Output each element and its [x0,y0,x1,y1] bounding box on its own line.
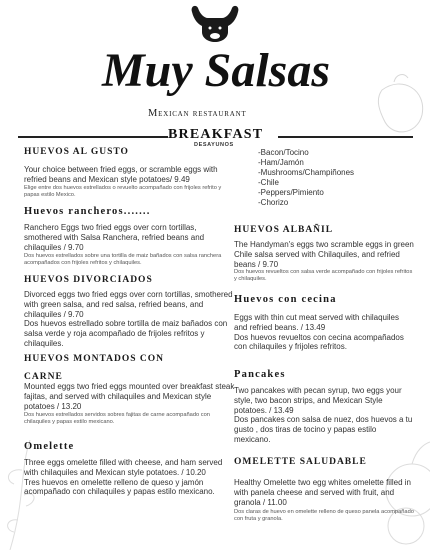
svg-text:Muy Salsas: Muy Salsas [101,44,331,96]
item-huevos-albanil [234,225,414,235]
item-description: Two pancakes with pecan syrup, two eggs your style, two bacon strips, and Mexican Style potatoes. / 13.49 [234,386,402,415]
item-description: Ranchero Eggs two fried eggs over corn tortillas, smothered with Salsa Ranchera, refried beans and chilaquiles / 9.70 [24,223,205,252]
item-huevos-cecina [234,294,414,305]
item-omelette-saludable-body [234,478,414,523]
ingredient-item: -Chile [258,178,279,187]
item-title: OMELETTE SALUDABLE [234,457,367,467]
item-description: Mounted eggs two fried eggs mounted over breakfast steak fajitas, and served with chilaquiles and Mexican style potatoes / 13.20 [24,382,235,411]
item-huevos-divorciados-body [24,290,236,349]
item-huevos-al-gusto [24,147,236,157]
item-huevos-albanil-body [234,240,414,283]
item-description: Divorced eggs two fried eggs over corn tortillas, smothered with green salsa, and red salsa, refried beans, and chilaquiles / 9.70 [24,290,233,319]
item-title: HUEVOS AL GUSTO [24,147,129,157]
item-spanish: Dos huevos estrellado sobre tortilla de maiz bañados con salsa verde y roja acompañado de frijoles refritos y chilaquiles. [24,319,228,348]
item-huevos-rancheros-body [24,223,236,267]
item-spanish: Dos huevos revueltos con cecina acompañados con chilaquiles y frijoles refritos. [234,332,404,352]
item-spanish: Dos huevos estrellados sobre una tortilla de maiz bañados con salsa ranchera acompañados con frijoles refritos y chilaquiles. [24,253,222,267]
item-title: Huevos con cecina [234,294,337,305]
item-huevos-rancheros [24,206,234,217]
ingredient-list [258,148,418,208]
menu-section-subtitle: DESAYUNOS [194,142,234,148]
item-description: The Handyman's eggs two scramble eggs in green Chile salsa served with Chilaquiles, and refried beans / 9.70 [234,240,414,269]
divider-right [278,136,413,138]
item-huevos-divorciados [24,275,236,285]
item-title: HUEVOS DIVORCIADOS [24,275,153,285]
item-spanish: Elige entre dos huevos estrellados o revuelto acompañado con frijoles refrito y papas estilo Mexico. [24,184,222,198]
item-huevos-al-gusto-body [24,165,236,198]
item-description: Healthy Omelette two egg whites omelette filled in with panela cheese and served with fruit, and granola / 11.00 [234,478,411,507]
item-spanish: Dos pancakes con salsa de nuez, dos huevos a tu gusto , dos tiras de tocino y papas estilo mexicano. [234,415,413,444]
item-title-line2: CARNE [24,372,63,382]
brand-logo [96,36,336,96]
item-omelette-saludable [234,457,414,467]
item-huevos-cecina-body [234,313,414,352]
item-title-line1: HUEVOS MONTADOS CON [24,354,165,364]
item-omelette-body [24,458,236,497]
item-pancakes [234,369,414,380]
item-title: Omelette [24,441,75,452]
item-spanish: Dos huevos revueltos con salsa verde acompañado con frijoles refritos y chilaquiles. [234,269,413,283]
item-title: Pancakes [234,369,286,380]
item-description: Three eggs omelette filled with cheese, and ham served with chilaquiles and Mexican style potatoes. / 10.20 [24,458,223,477]
ingredient-item: -Chorizo [258,198,289,207]
ingredient-item: -Mushrooms/Champiñones [258,168,355,177]
item-spanish: Dos claras de huevo en omelette relleno de queso panela acompañado con fruta y granola. [234,509,414,523]
menu-section-title: BREAKFAST [168,127,264,142]
item-description: Eggs with thin cut meat served with chilaquiles and refried beans. / 13.49 [234,313,399,332]
ingredient-item: -Peppers/Pimiento [258,188,324,197]
item-huevos-montados [24,354,236,382]
brand-tagline: Mexican restaurant [148,108,247,119]
ingredient-item: -Ham/Jamón [258,158,304,167]
ingredient-item: -Bacon/Tocino [258,148,309,157]
pepper-sketch-icon [372,70,430,140]
item-spanish: Dos huevos estrellados servidos sobres fajitas de carne acompañado con chilaquiles y papas estilo mexicano. [24,412,210,426]
divider-left [18,136,168,138]
item-title: Huevos rancheros....... [24,206,151,217]
item-pancakes-body [234,386,414,445]
item-spanish: Tres huevos en omelette relleno de queso y jamón acompañado con chilaquiles y papas estilo mexicano. [24,477,215,497]
item-title: HUEVOS ALBAÑIL [234,225,334,235]
item-omelette [24,441,236,452]
item-huevos-montados-body [24,382,236,426]
item-description: Your choice between fried eggs, or scramble eggs with refried beans and Mexican style potatoes/ 9.49 [24,165,218,184]
